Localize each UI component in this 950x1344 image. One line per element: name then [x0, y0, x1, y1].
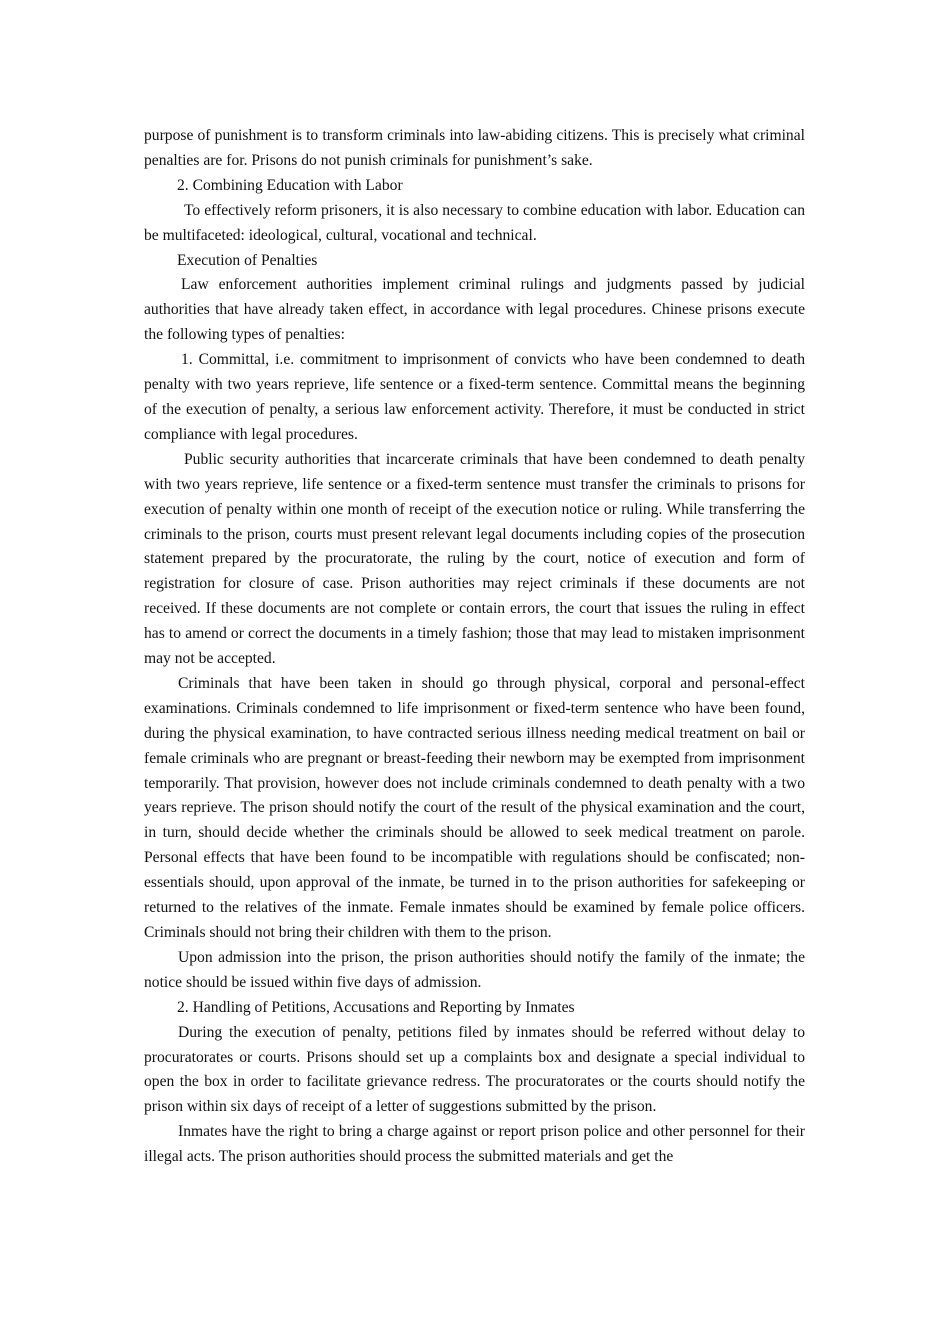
paragraph-combining-education-labor: To effectively reform prisoners, it is also necessary to combine education with labor. Education can be multifaceted: ideological, cultural, vocational and technical. — [144, 201, 805, 244]
document-page — [144, 124, 805, 1170]
heading-handling-petitions: 2. Handling of Petitions, Accusations and Reporting by Inmates — [177, 998, 575, 1016]
heading-execution-of-penalties: Execution of Penalties — [177, 251, 318, 269]
paragraph-examinations: Criminals that have been taken in should go through physical, corporal and personal-effect examinations. Criminals condemned to life imprisonment or fixed-term sentence who have been found, during the physical examination, to have contracted serious illness needing medical treatment on bail or female criminals who are pregnant or breast-feeding their newborn may be exempted from imprisonment temporarily. That provision, however does not include criminals condemned to death penalty with a two years reprieve. The prison should notify the court of the result of the physical examination and the court, in turn, should decide whether the criminals should be allowed to seek medical treatment on parole. Personal effects that have been found to be incompatible with regulations should be confiscated; non-essentials should, upon approval of the inmate, be turned in to the prison authorities for safekeeping or returned to the relatives of the inmate. Female inmates should be examined by female police officers. Criminals should not bring their children with them to the prison. — [144, 674, 805, 941]
paragraph-petitions: During the execution of penalty, petitions filed by inmates should be referred without delay to procuratorates or courts. Prisons should set up a complaints box and designate a special individual to open the box in order to facilitate grievance redress. The procuratorates or the courts should notify the prison within six days of receipt of a letter of suggestions submitted by the prison. — [144, 1023, 805, 1116]
paragraph-continuation: purpose of punishment is to transform criminals into law-abiding citizens. This is precisely what criminal penalties are for. Prisons do not punish criminals for punishment’s sake. — [144, 127, 805, 169]
paragraph-inmate-rights: Inmates have the right to bring a charge against or report prison police and other personnel for their illegal acts. The prison authorities should process the submitted materials and get the — [144, 1123, 805, 1166]
paragraph-execution-intro: Law enforcement authorities implement criminal rulings and judgments passed by judicial authorities that have already taken effect, in accordance with legal procedures. Chinese prisons execute the following types of penalties: — [144, 276, 805, 344]
paragraph-committal: 1. Committal, i.e. commitment to imprisonment of convicts who have been condemned to death penalty with two years reprieve, life sentence or a fixed-term sentence. Committal means the beginning of the execution of penalty, a serious law enforcement activity. Therefore, it must be conducted in strict compliance with legal procedures. — [144, 351, 805, 443]
heading-combining-education-labor: 2. Combining Education with Labor — [177, 176, 403, 194]
paragraph-public-security-transfer: Public security authorities that incarcerate criminals that have been condemned to death penalty with two years reprieve, life sentence or a fixed-term sentence must transfer the criminals to prisons for execution of penalty within one month of receipt of the execution notice or ruling. While transferring the criminals to the prison, courts must present relevant legal documents including copies of the prosecution statement prepared by the procuratorate, the ruling by the court, notice of execution and form of registration for closure of case. Prison authorities may reject criminals if these documents are not received. If these documents are not complete or contain errors, the court that issues the ruling in effect has to amend or correct the documents in a timely fashion; those that may lead to mistaken imprisonment may not be accepted. — [144, 450, 805, 668]
paragraph-admission-notice: Upon admission into the prison, the prison authorities should notify the family of the inmate; the notice should be issued within five days of admission. — [144, 948, 805, 991]
